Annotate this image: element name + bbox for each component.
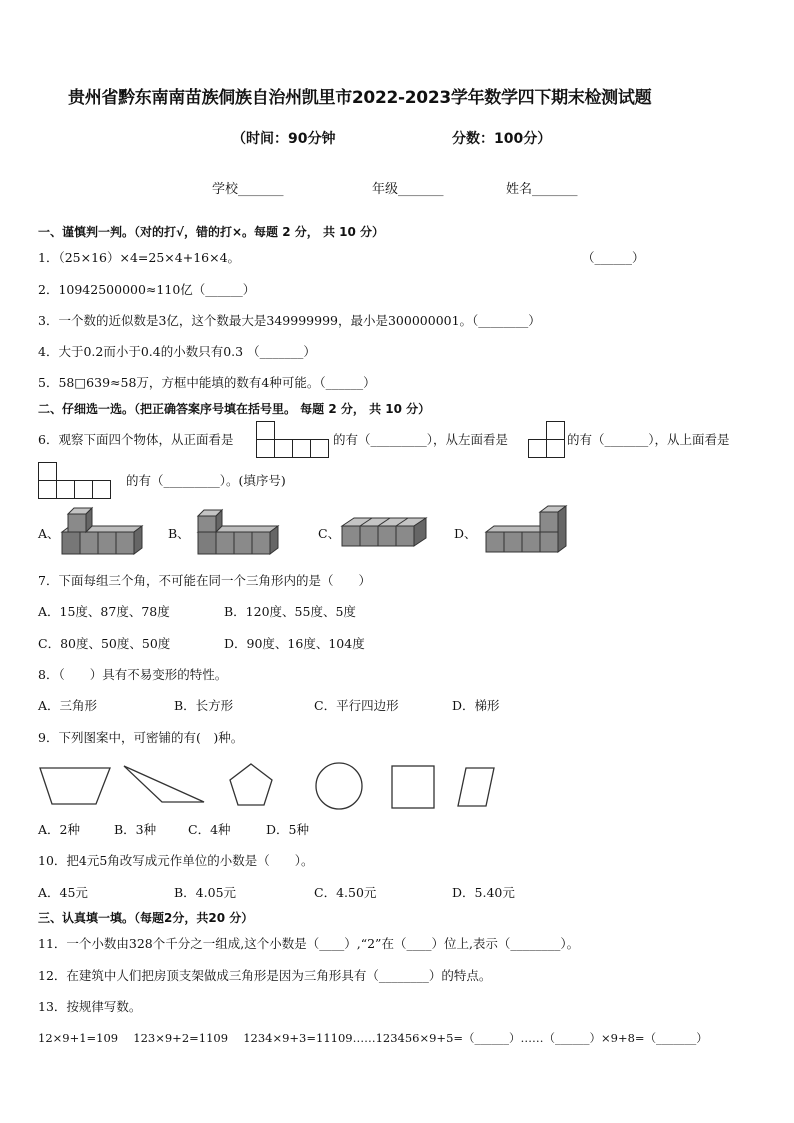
circle-shape	[316, 763, 362, 809]
question-6-part2: 的有（_________），从左面看是	[333, 432, 509, 447]
question-13-sequence: 12×9+1=109 123×9+2=1109 1234×9+3=11109……123456×9+5=（______）……（______）×9+8=（_______）	[38, 1031, 708, 1045]
question-7: 7．下面每组三个角，不可能在同一个三角形内的是（ ）	[38, 573, 371, 588]
option-b-label: B、	[168, 526, 190, 541]
exam-time: （时间：90分钟	[232, 131, 336, 147]
triangle-shape	[124, 766, 204, 802]
cube-figure-b	[196, 506, 286, 558]
question-1: 1．（25×16）×4=25×4+16×4。	[38, 250, 241, 265]
parallelogram-shape	[458, 768, 494, 806]
cube-figure-a	[60, 506, 150, 558]
question-9-option-a: A．2种	[38, 822, 80, 837]
question-11: 11．一个小数由328个千分之一组成,这个小数是（____）,“2”在（____）位上,表示（________）。	[38, 936, 580, 951]
question-10-option-c: C．4.50元	[314, 885, 377, 900]
left-view-figure	[528, 421, 565, 458]
school-field: 学校_______	[212, 182, 284, 197]
question-9: 9．下列图案中，可密铺的有( )种。	[38, 730, 244, 745]
question-10-option-d: D．5.40元	[452, 885, 515, 900]
section-1-heading: 一、谨慎判一判。（对的打√，错的打×。每题 2 分， 共 10 分）	[38, 225, 384, 239]
page-title: 贵州省黔东南南苗族侗族自治州凯里市2022-2023学年数学四下期末检测试题	[68, 88, 652, 108]
top-view-figure	[38, 462, 111, 499]
option-d-label: D、	[454, 526, 477, 541]
question-6-part4: 的有（_________）。(填序号)	[126, 473, 286, 488]
square-shape	[392, 766, 434, 808]
cube-figure-d	[484, 504, 574, 558]
question-8-option-a: A．三角形	[38, 698, 98, 713]
pentagon-shape	[230, 764, 272, 805]
question-2: 2．10942500000≈110亿（______）	[38, 282, 256, 297]
question-12: 12．在建筑中人们把房顶支架做成三角形是因为三角形具有（________）的特点。	[38, 968, 492, 983]
question-9-option-b: B．3种	[114, 822, 157, 837]
question-8-option-b: B．长方形	[174, 698, 234, 713]
section-3-heading: 三、认真填一填。（每题2分，共20 分）	[38, 911, 254, 925]
question-8-option-c: C．平行四边形	[314, 698, 399, 713]
question-9-option-d: D．5种	[266, 822, 309, 837]
option-c-label: C、	[318, 526, 341, 541]
grade-field: 年级_______	[372, 182, 444, 197]
question-9-option-c: C．4种	[188, 822, 231, 837]
question-1-blank: （______）	[582, 250, 645, 265]
option-a-label: A、	[38, 526, 60, 541]
question-7-option-d: D．90度、16度、104度	[224, 636, 365, 651]
cube-figure-c	[340, 512, 430, 552]
question-10-option-a: A．45元	[38, 885, 88, 900]
question-8: 8．（ ）具有不易变形的特性。	[38, 667, 228, 682]
question-3: 3．一个数的近似数是3亿，这个数最大是349999999，最小是300000001。（________）	[38, 313, 541, 328]
question-10: 10．把4元5角改写成元作单位的小数是（ ）。	[38, 853, 314, 868]
name-field: 姓名_______	[506, 182, 578, 197]
question-7-option-b: B．120度、55度、5度	[224, 604, 356, 619]
section-2-heading: 二、仔细选一选。（把正确答案序号填在括号里。 每题 2 分， 共 10 分）	[38, 402, 431, 416]
question-7-option-a: A．15度、87度、78度	[38, 604, 170, 619]
question-13: 13．按规律写数。	[38, 999, 142, 1014]
question-7-option-c: C．80度、50度、50度	[38, 636, 171, 651]
question-4: 4．大于0.2而小于0.4的小数只有0.3 （_______）	[38, 344, 316, 359]
question-6-part3: 的有（_______），从上面看是	[567, 432, 730, 447]
question-6-part1: 6．观察下面四个物体，从正面看是	[38, 432, 234, 447]
question-5: 5．58□639≈58万，方框中能填的数有4种可能。（______）	[38, 375, 376, 390]
q9-shapes	[38, 762, 508, 812]
question-8-option-d: D．梯形	[452, 698, 500, 713]
trapezoid-shape	[40, 768, 110, 804]
exam-score: 分数：100分）	[452, 131, 552, 147]
front-view-figure	[256, 421, 329, 458]
question-10-option-b: B．4.05元	[174, 885, 237, 900]
